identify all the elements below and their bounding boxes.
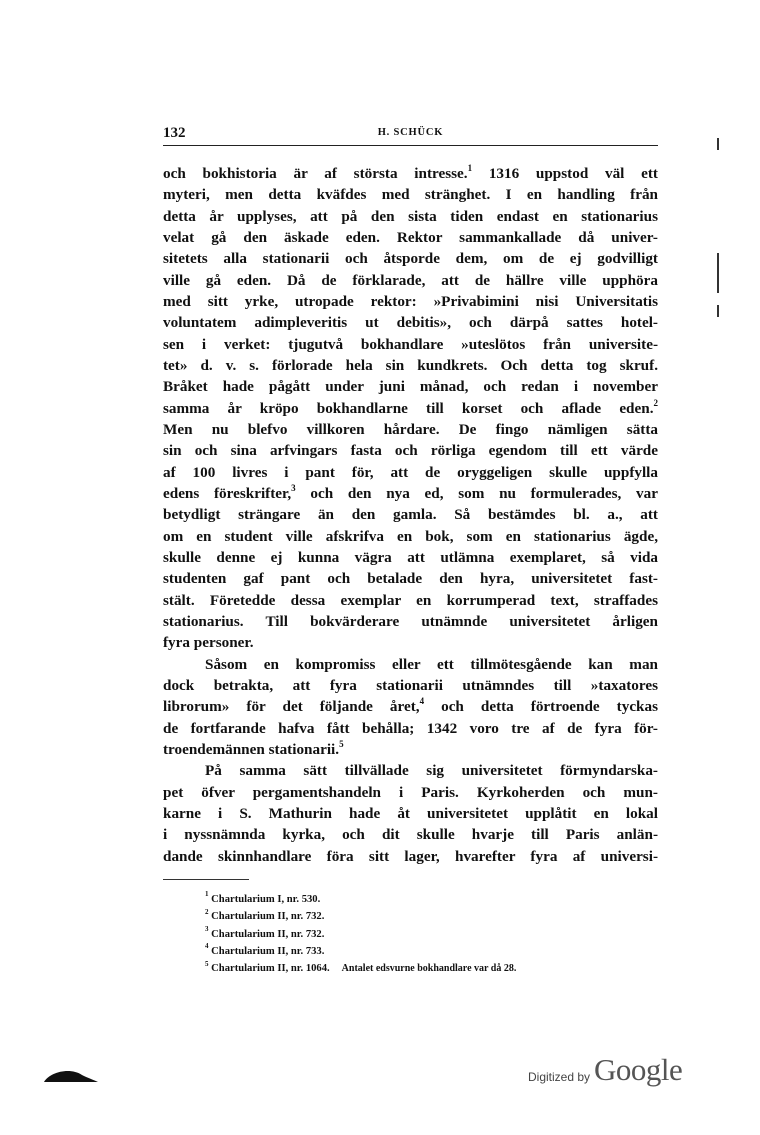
body-line: studenten gaf pant och betalade den hyra, universitetet fast- <box>163 570 658 588</box>
body-line: betydligt strängare än den gamla. Så bestämdes bl. a., att <box>163 506 658 524</box>
page-number: 132 <box>163 125 186 141</box>
body-line: sin och sina arfvingars fasta och rörliga egendom till ett värde <box>163 442 658 460</box>
margin-mark <box>717 138 719 150</box>
body-line: af 100 livres i pant för, att de oryggeligen skulle uppfylla <box>163 463 658 481</box>
google-logo: Google <box>594 1052 683 1087</box>
body-line: troendemännen stationarii.$^5$ <box>163 738 344 758</box>
body-line: sitetets alla stationarii och åtsporde dem, om de ej godvilligt <box>163 250 658 268</box>
scan-artifact-icon <box>42 1068 98 1084</box>
body-line: tet» d. v. s. förlorade hela sin kundkrets. Och detta tog skruf. <box>163 356 658 374</box>
body-line: karne i S. Mathurin hade åt universitetet upplåtit en lokal <box>163 804 658 822</box>
body-line: På samma sätt tillvällade sig universitetet förmyndarska- <box>205 762 658 780</box>
body-line: skulle denne ej kunna vägra att utlämna exemplaret, så vida <box>163 548 658 566</box>
header-rule <box>163 145 658 146</box>
running-head: H. SCHÜCK <box>377 127 444 138</box>
body-line: om en student ville afskrifva en bok, som en stationarius ägde, <box>163 527 658 545</box>
body-line: samma år kröpo bokhandlarne till korset och aflade eden.$^2$ <box>163 397 658 417</box>
body-line: Bråket hade pågått under juni månad, och redan i november <box>163 378 658 396</box>
body-text <box>163 163 658 867</box>
footnote: $^4$ Chartularium II, nr. 733. <box>205 942 325 957</box>
body-line: detta år upplyses, att på den sista tiden endast en stationarius <box>163 207 658 225</box>
body-line: ville gå eden. Då de förklarade, att de hällre ville upphöra <box>163 271 658 289</box>
body-line: fyra personer. <box>163 634 254 652</box>
body-line: edens föreskrifter,$^3$ och den nya ed, som nu formulerades, var <box>163 482 658 502</box>
footnotes <box>205 891 516 977</box>
body-line: dande skinnhandlare föra sitt lager, hvarefter fyra af universi- <box>163 847 658 865</box>
margin-mark <box>717 305 719 317</box>
margin-mark <box>717 253 719 293</box>
footnote-rule <box>163 879 249 880</box>
body-line: stationarius. Till bokvärderare utnämnde universitetet årligen <box>163 612 658 630</box>
footnote: $^5$ Chartularium II, nr. 1064. Antalet edsvurne bokhandlare var då 28. <box>205 959 517 975</box>
body-line: i nyssnämnda kyrka, och dit skulle hvarje till Paris anlän- <box>163 826 658 844</box>
footnote: $^3$ Chartularium II, nr. 732. <box>205 925 325 940</box>
body-line: pet öfver pergamentshandeln i Paris. Kyrkoherden och mun- <box>163 783 658 801</box>
body-line: de fortfarande hafva fått behålla; 1342 voro tre af de fyra för- <box>163 719 658 737</box>
body-line: myteri, men detta kväfdes med stränghet. I en handling från <box>163 186 658 204</box>
footnote: $^2$ Chartularium II, nr. 732. <box>205 907 325 923</box>
body-line: sen i verket: tjugutvå bokhandlare »uteslötos från universite- <box>163 335 658 353</box>
body-line: och bokhistoria är af största intresse.$^1$ 1316 uppstod väl ett <box>163 162 658 182</box>
body-line: Men nu blefvo villkoren hårdare. De fingo nämligen sätta <box>163 420 658 438</box>
body-line: voluntatem adimpleveritis ut debitis», och därpå sattes hotel- <box>163 314 658 332</box>
body-line: stält. Företedde dessa exemplar en korrumperad text, straffades <box>163 591 658 609</box>
digitized-by-label: Digitized by <box>528 1070 591 1084</box>
footnote: $^1$ Chartularium I, nr. 530. <box>205 890 321 905</box>
body-line: med sitt yrke, utropade rektor: »Privabimini nisi Universitatis <box>163 292 658 310</box>
body-line: librorum» för det följande året,$^4$ och detta förtroende tyckas <box>163 696 659 716</box>
body-line: velat gå den äskade eden. Rektor sammankallade då univer- <box>163 228 658 246</box>
body-line: dock betrakta, att fyra stationarii utnämndes till »taxatores <box>163 676 658 694</box>
page-header <box>163 125 658 143</box>
body-line: Såsom en kompromiss eller ett tillmötesgående kan man <box>205 655 658 673</box>
